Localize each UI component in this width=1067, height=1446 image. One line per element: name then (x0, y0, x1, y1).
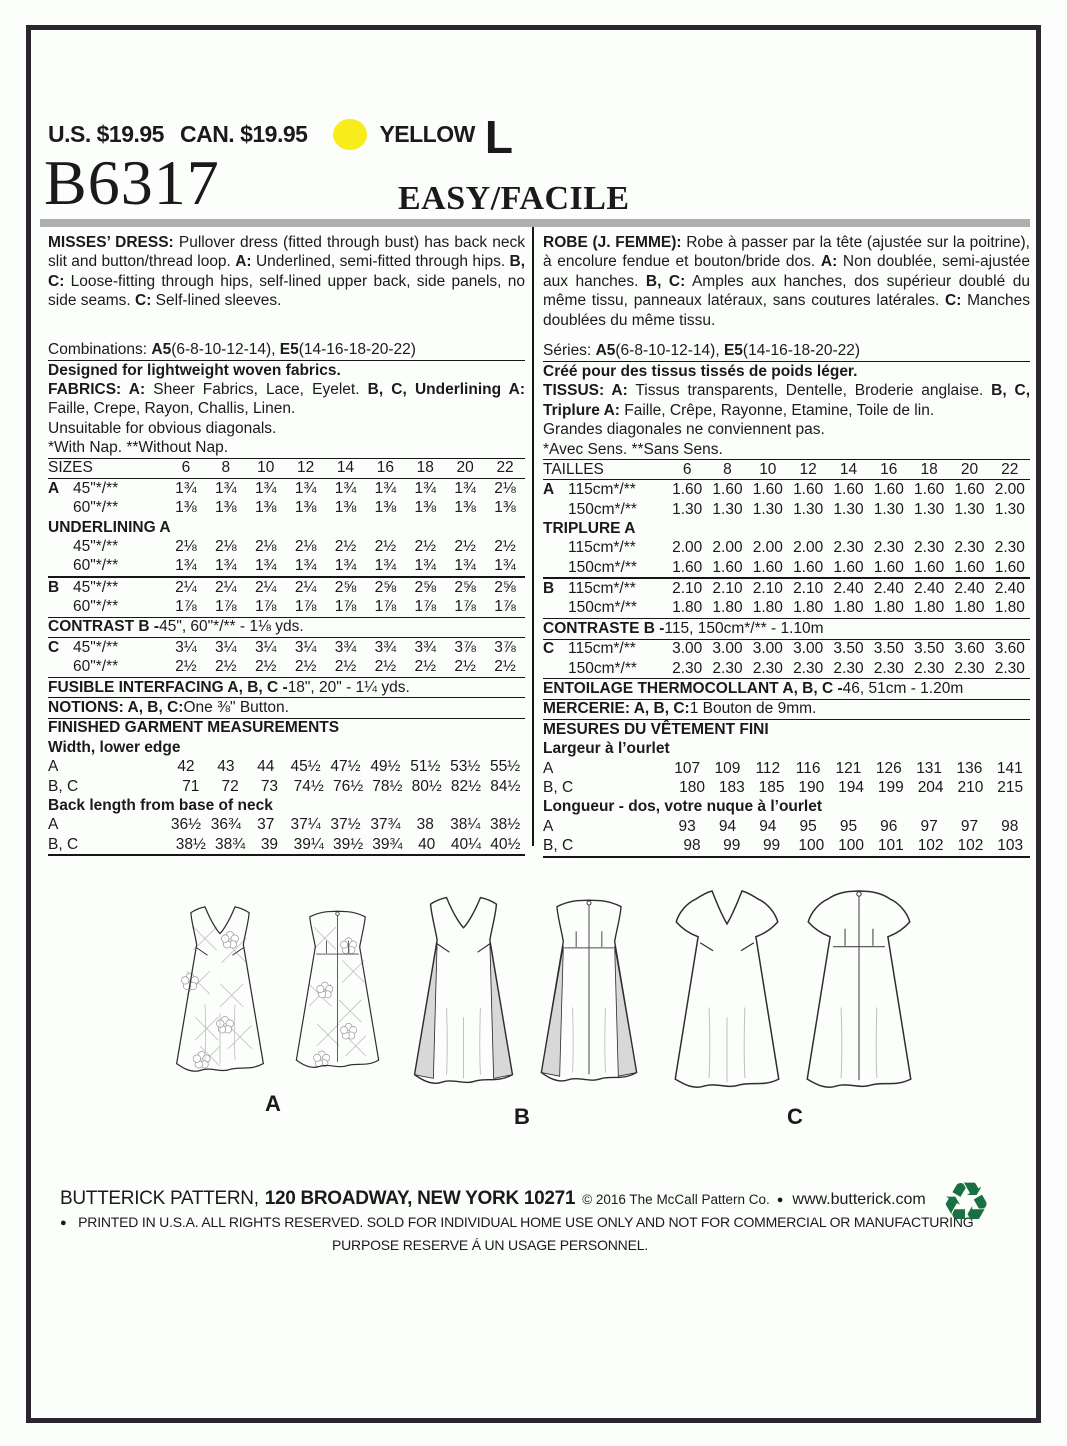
sizes-label: SIZES (48, 459, 93, 477)
size-col: 12 (296, 459, 315, 477)
yardage-a-rows (48, 479, 525, 518)
rights-text: PRINTED IN U.S.A. ALL RIGHTS RESERVED. SOLD FOR INDIVIDUAL HOME USE ONLY AND NOT FOR COMMERCIAL OR MANUFACTURING (78, 1214, 974, 1230)
table-row: 45"*/** 2⅛ 2⅛ 2⅛ 2⅛ 2½ 2½ 2½ 2½ 2½ (73, 537, 516, 555)
table-row: 60"*/** 1¾ 1¾ 1¾ 1¾ 1¾ 1¾ 1¾ 1¾ 1¾ (73, 557, 516, 575)
bullet-icon: ● (60, 1217, 67, 1229)
table-row: C 115cm*/** 3.00 3.00 3.00 3.00 3.50 3.50 3.50 3.60 3.60 (543, 640, 1025, 658)
table-row: B, C 71 72 73 74½ 76½ 78½ 80½ 82½ 84½ (48, 777, 521, 795)
table-row: C 45"*/** 3¼ 3¼ 3¼ 3¼ 3¾ 3¾ 3¾ 3⅞ 3⅞ (48, 638, 516, 656)
designed-line-fr: Créé pour des tissus tissés de poids léger. (543, 363, 858, 381)
nap-note: *With Nap. **Without Nap. (48, 438, 525, 458)
tailles-label: TAILLES (543, 460, 604, 478)
footer-purpose-line: PURPOSE RESERVE Á UN USAGE PERSONNEL. (332, 1237, 648, 1253)
view-c-label: C (787, 1104, 803, 1129)
table-row: 150cm*/** 1.60 1.60 1.60 1.60 1.60 1.60 1.60 1.60 1.60 (568, 558, 1025, 576)
notions-line: NOTIONS: A, B, C: One ⅜" Button. (48, 698, 525, 718)
footer-rights-line (60, 1214, 973, 1230)
table-row: 60"*/** 1⅞ 1⅞ 1⅞ 1⅞ 1⅞ 1⅞ 1⅞ 1⅞ 1⅞ (73, 598, 516, 616)
triplure-rows (543, 539, 1030, 578)
table-row: 60"*/** 2½ 2½ 2½ 2½ 2½ 2½ 2½ 2½ 2½ (73, 658, 516, 676)
copyright-text: © 2016 The McCall Pattern Co. (582, 1192, 770, 1207)
recycle-icon: ♻ (941, 1171, 992, 1236)
table-row: 150cm*/** 2.30 2.30 2.30 2.30 2.30 2.30 2.30 2.30 2.30 (568, 659, 1025, 677)
table-row: 60"*/** 1⅜ 1⅜ 1⅜ 1⅜ 1⅜ 1⅜ 1⅜ 1⅜ 1⅜ (73, 499, 516, 517)
unsuitable-line: Unsuitable for obvious diagonals. (48, 419, 277, 437)
largeur-title: Largeur à l’ourlet (543, 740, 670, 758)
table-row: A 115cm*/** 1.60 1.60 1.60 1.60 1.60 1.60 1.60 1.60 2.00 (543, 481, 1025, 499)
website-url: www.butterick.com (792, 1191, 926, 1208)
price-us: U.S. $19.95 (48, 120, 164, 147)
underlining-title: UNDERLINING A (48, 518, 171, 536)
metrage-b-rows (543, 577, 1030, 619)
size-letter: L (484, 110, 513, 163)
color-name: YELLOW (379, 120, 475, 147)
yellow-dot-icon (333, 119, 367, 150)
difficulty-label: EASY/FACILE (398, 180, 630, 217)
table-row: 150cm*/** 1.80 1.80 1.80 1.80 1.80 1.80 1.80 1.80 1.80 (568, 599, 1025, 617)
size-col: 16 (376, 459, 395, 477)
company-name: BUTTERICK PATTERN, (60, 1188, 259, 1209)
table-row: B, C 180 183 185 190 194 199 204 210 215 (543, 779, 1024, 796)
contraste-line: CONTRASTE B - 115, 150cm*/** - 1.10m (543, 619, 1030, 639)
garment-description: MISSES’ DRESS: Pullover dress (fitted through bust) has back neck slit and button/thread loop. A: Underlined, semi-fitted through hips. B, C: Loose-fitting through hips, self-lined upper back, side panels, no side seams. C: Self-lined sleeves. (48, 234, 525, 310)
header-divider-bar (40, 219, 1030, 227)
mercerie-line: MERCERIE: A, B, C: 1 Bouton de 9mm. (543, 700, 1030, 720)
price-can: CAN. $19.95 (179, 120, 308, 147)
mesures-title: MESURES DU VÊTEMENT FINI (543, 720, 769, 738)
longueur-title: Longueur - dos, votre nuque à l’ourlet (543, 798, 823, 816)
designed-line: Designed for lightweight woven fabrics. (48, 361, 341, 379)
unsuitable-line-fr: Grandes diagonales ne conviennent pas. (543, 421, 825, 439)
size-col: 22 (1001, 460, 1019, 478)
metrage-c-rows (543, 640, 1030, 680)
bullet-icon: ● (776, 1194, 784, 1206)
size-col: 20 (456, 459, 474, 477)
garment-description-fr: ROBE (J. FEMME): Robe à passer par la tête (ajustée sur la poitrine), à encolure fendue et bouton/bride dos. A: Non doublée, semi-ajustée aux hanches. B, C: Amples aux hanches, dos supérieur doublé du même tissu, panneaux latéraux, sans coutures latérales. C: Manches doublées du même tissu. (543, 234, 1031, 329)
sizes-header-row (48, 459, 525, 479)
table-row: B 45"*/** 2¼ 2¼ 2¼ 2¼ 2⅝ 2⅝ 2⅝ 2⅝ 2⅝ (48, 578, 516, 596)
longueur-rows (543, 817, 1030, 858)
tailles-header-row (543, 460, 1030, 480)
size-col: 20 (960, 460, 979, 478)
size-col: 8 (723, 460, 732, 478)
fabrics-line-fr: TISSUS: A: Tissus transparents, Dentelle, Broderie anglaise. B, C, Triplure A: Faille, Crêpe, Rayonne, Etamine, Toile de lin. (543, 382, 1030, 419)
width-lower-edge-title: Width, lower edge (48, 738, 181, 756)
english-column (48, 233, 525, 856)
table-row: A 36½ 36¾ 37 37¼ 37½ 37¾ 38 38¼ 38½ (48, 816, 521, 834)
table-row: A 42 43 44 45½ 47½ 49½ 51½ 53½ 55½ (48, 758, 521, 776)
column-divider (532, 227, 534, 846)
contrast-line: CONTRAST B - 45", 60"*/** - 1⅛ yds. (48, 618, 525, 638)
table-row: 150cm*/** 1.30 1.30 1.30 1.30 1.30 1.30 1.30 1.30 1.30 (568, 500, 1025, 518)
nap-note-fr: *Avec Sens. **Sans Sens. (543, 440, 1030, 460)
table-row: B 115cm*/** 2.10 2.10 2.10 2.10 2.40 2.40 2.40 2.40 2.40 (543, 580, 1025, 598)
fabrics-line: FABRICS: A: Sheer Fabrics, Lace, Eyelet. B, C, Underlining A: Faille, Crepe, Rayon, Challis, Linen. (48, 381, 525, 418)
table-row: A 107 109 112 116 121 126 131 136 141 (543, 759, 1023, 777)
size-col: 12 (799, 460, 817, 478)
company-address: 120 BROADWAY, NEW YORK 10271 (264, 1188, 576, 1209)
table-row: 115cm*/** 2.00 2.00 2.00 2.00 2.30 2.30 2.30 2.30 2.30 (568, 539, 1025, 557)
size-col: 14 (839, 460, 858, 478)
metrage-a-rows (543, 480, 1030, 519)
size-col: 8 (221, 459, 231, 477)
size-col: 10 (257, 459, 275, 477)
view-a-label: A (265, 1091, 281, 1116)
pattern-number: B6317 (44, 147, 220, 218)
view-b-label: B (514, 1104, 530, 1129)
yardage-c-rows (48, 638, 525, 678)
entoilage-line: ENTOILAGE THERMOCOLLANT A, B, C - 46, 51cm - 1.20m (543, 679, 1030, 699)
finished-measurements-title: FINISHED GARMENT MEASUREMENTS (48, 719, 340, 737)
series-line: Séries: A5(6-8-10-12-14), E5(14-16-18-20-22) (543, 341, 1030, 362)
size-col: 6 (181, 459, 191, 477)
yardage-b-rows (48, 576, 525, 618)
size-col: 14 (336, 459, 355, 477)
size-col: 16 (880, 460, 898, 478)
size-col: 22 (496, 459, 514, 477)
back-length-title: Back length from base of neck (48, 796, 273, 814)
underlining-rows (48, 537, 525, 576)
table-row: B, C 38½ 38¾ 39 39¼ 39½ 39¾ 40 40¼ 40½ (48, 835, 521, 853)
triplure-title: TRIPLURE A (543, 519, 636, 537)
size-col: 18 (920, 460, 938, 478)
french-column (543, 233, 1030, 858)
back-length-rows (48, 816, 525, 857)
footer-address-line (60, 1188, 926, 1210)
size-col: 18 (416, 459, 434, 477)
size-col: 6 (682, 460, 692, 478)
table-row: A 45"*/** 1¾ 1¾ 1¾ 1¾ 1¾ 1¾ 1¾ 1¾ 2⅛ (48, 479, 516, 497)
fusible-interfacing-line: FUSIBLE INTERFACING A, B, C - 18", 20" - 1¼ yds. (48, 678, 525, 698)
combinations-line: Combinations: A5(6-8-10-12-14), E5(14-16-18-20-22) (48, 340, 525, 361)
size-col: 10 (759, 460, 777, 478)
width-rows (48, 758, 525, 797)
largeur-rows (543, 759, 1030, 798)
table-row: B, C 98 99 99 100 100 101 102 102 103 (543, 837, 1024, 855)
table-row: A 93 94 94 95 95 96 97 97 98 (543, 817, 1019, 835)
